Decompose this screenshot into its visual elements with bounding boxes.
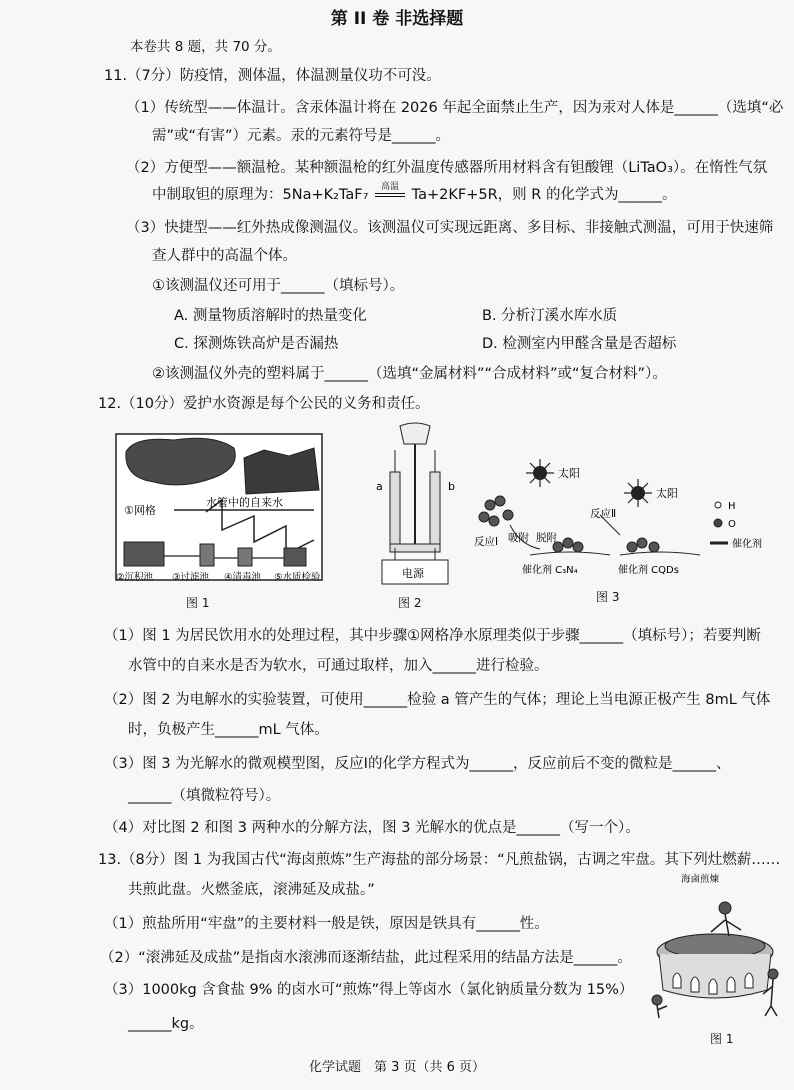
q13-part1: （1）煎盐所用“牢盘”的主要材料一般是铁，原因是铁具有______性。 — [104, 916, 549, 932]
salt-boiling-figure — [645, 866, 785, 1026]
q13-part2: （2）“滚沸延及成盐”是指卤水滚沸而逐渐结盐，此过程采用的结晶方法是______。 — [100, 950, 632, 966]
equation-reactants: 中制取钽的原理为：5Na+K₂TaF₇ — [152, 187, 369, 203]
q11-sub2: ②该测温仪外壳的塑料属于______（选填“金属材料”“合成材料”或“复合材料”）。 — [152, 366, 667, 382]
q12-part1-line1: （1）图 1 为居民饮用水的处理过程，其中步骤①网格净水原理类似于步骤______（填标号）；若要判断 — [104, 628, 761, 644]
net-step-label: ①网格 — [124, 504, 156, 517]
section-title: 第 II 卷 非选择题 — [330, 9, 464, 29]
page-footer: 化学试题 第 3 页（共 6 页） — [308, 1060, 486, 1075]
q13-part3-line1: （3）1000kg 含食盐 9% 的卤水可“煎炼”得上等卤水（氯化钠质量分数为 15%） — [104, 982, 634, 998]
q11-part1-line1: （1）传统型——体温计。含汞体温计将在 2026 年起全面禁止生产，因为汞对人体是______（选填“必 — [126, 100, 784, 116]
q13-part3-line2: ______kg。 — [128, 1016, 204, 1032]
legend-catalyst-label: 催化剂 — [732, 539, 762, 550]
q12-part2-line2: 时，负极产生______mL 气体。 — [128, 722, 329, 738]
tube-b-label: b — [448, 480, 455, 493]
settling-tank-label: ②沉积池 — [116, 572, 154, 583]
photolysis-figure — [470, 455, 780, 580]
filter-tank-label: ③过滤池 — [172, 572, 210, 583]
q11-option-d: D. 检测室内甲醛含量是否超标 — [482, 336, 677, 352]
catalyst2-label: 催化剂 CQDs — [618, 565, 679, 576]
q12-part2-line1: （2）图 2 为电解水的实验装置，可使用______检验 a 管产生的气体；理论上当电源正极产生 8mL 气体 — [104, 692, 771, 708]
adsorb-label: 吸附 — [508, 532, 529, 544]
q11-part3-line2: 查人群中的高温个体。 — [152, 248, 297, 264]
reaction1-label: 反应Ⅰ — [474, 536, 499, 548]
catalyst1-label: 催化剂 C₃N₄ — [522, 565, 578, 576]
water-treatment-figure — [114, 430, 334, 586]
reaction2-label: 反应Ⅱ — [590, 508, 617, 520]
q12-part1-line2: 水管中的自来水是否为软水，可通过取样，加入______进行检验。 — [128, 658, 549, 674]
q12-part3-line1: （3）图 3 为光解水的微观模型图，反应Ⅰ的化学方程式为______，反应前后不变的微粒是______、 — [104, 756, 731, 772]
legend-hydrogen-label: H — [728, 501, 736, 512]
reaction-condition: 高温 — [381, 182, 400, 192]
salt-figure-title: 海鹵煎煉 — [681, 874, 720, 885]
figure1-caption: 图 1 — [186, 596, 210, 610]
q11-option-a: A. 测量物质溶解时的热量变化 — [174, 308, 367, 324]
equation-products: Ta+2KF+5R，则 R 的化学式为______。 — [411, 187, 677, 203]
q11-part2-line1: （2）方便型——额温枪。某种额温枪的红外温度传感器所用材料含有钽酸锂（LiTaO₃）。在惰性气氛 — [126, 160, 768, 176]
sun-label-2: 太阳 — [656, 487, 678, 500]
section-intro: 本卷共 8 题，共 70 分。 — [130, 39, 281, 55]
disinfect-tank-label: ④清毒池 — [224, 572, 262, 583]
sun-label-1: 太阳 — [558, 467, 580, 480]
q11-part3-line1: （3）快捷型——红外热成像测温仪。该测温仪可实现远距离、多目标、非接触式测温，可用于快速筛 — [126, 220, 774, 236]
q11-option-b: B. 分析汀溪水库水质 — [482, 308, 618, 324]
figure3-caption: 图 3 — [596, 590, 620, 604]
q11-sub1: ①该测温仪还可用于______（填标号）。 — [152, 278, 405, 294]
tube-a-label: a — [376, 480, 383, 493]
legend-oxygen-label: O — [728, 519, 736, 530]
salt-figure-caption: 图 1 — [710, 1032, 734, 1046]
q11-option-c: C. 探测炼铁高炉是否漏热 — [174, 336, 339, 352]
q12-part3-line2: ______（填微粒符号）。 — [128, 788, 281, 804]
electrolysis-figure — [370, 420, 460, 590]
quality-test-label: ⑤水质检验 — [274, 572, 321, 583]
q13-stem-line2: 共煎此盘。火燃釜底，滚沸延及成盐。” — [128, 882, 375, 898]
q11-part1-line2: 需”或“有害”）元素。汞的元素符号是______。 — [152, 128, 451, 144]
reaction-arrow — [373, 182, 407, 205]
q11-part2-line2 — [152, 182, 677, 205]
q11-stem: 11.（7分）防疫情，测体温，体温测量仪功不可没。 — [104, 68, 441, 84]
figure2-caption: 图 2 — [398, 596, 422, 610]
q13-stem-line1: 13.（8分）图 1 为我国古代“海卤煎炼”生产海盐的部分场景：“凡煎盐锅，古调之牢盘。其下列灶燃薪…… — [98, 852, 781, 868]
q12-stem: 12.（10分）爱护水资源是每个公民的义务和责任。 — [98, 396, 430, 412]
q12-part4: （4）对比图 2 和图 3 两种水的分解方法，图 3 光解水的优点是______（写一个）。 — [104, 820, 640, 836]
pipe-water-label: 水管中的自来水 — [206, 496, 283, 509]
power-supply-label: 电源 — [402, 567, 424, 580]
desorb-label: 脱附 — [536, 532, 557, 544]
